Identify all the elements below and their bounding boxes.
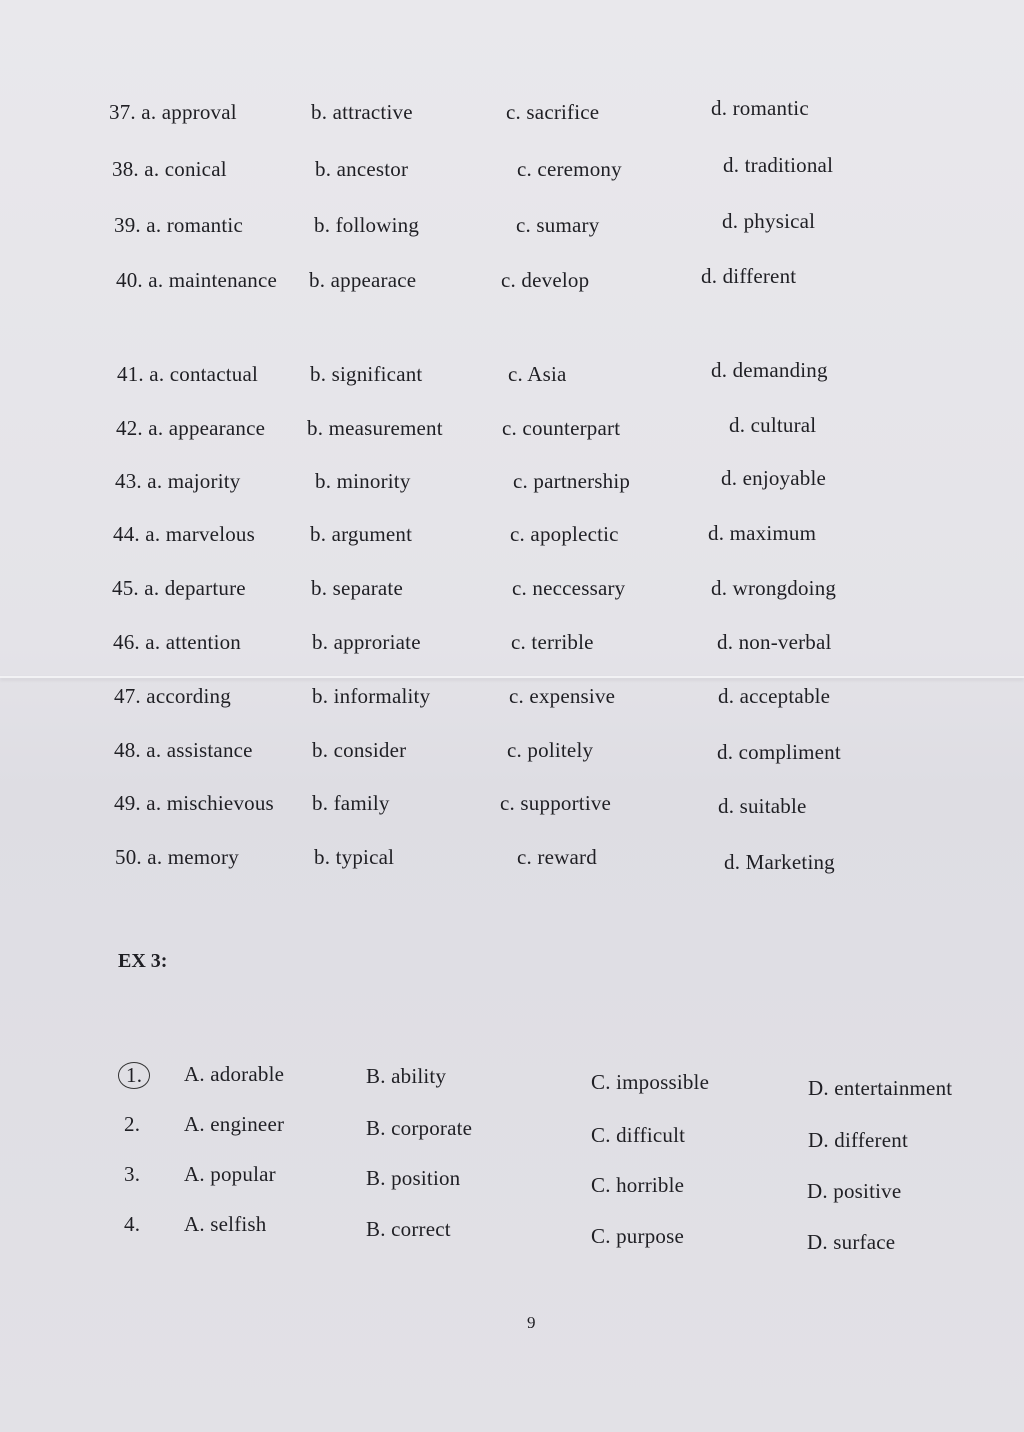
option-b: b. following — [314, 213, 420, 237]
option-d: d. Marketing — [724, 850, 835, 874]
item-number: 3. — [124, 1162, 141, 1186]
option-b: B. position — [366, 1166, 461, 1190]
option-a: 42. a. appearance — [116, 416, 266, 440]
option-d: D. entertainment — [808, 1076, 953, 1100]
option-a: 40. a. maintenance — [116, 268, 278, 292]
option-b: b. significant — [310, 362, 423, 386]
option-d: d. demanding — [711, 358, 828, 382]
option-b: b. approriate — [312, 630, 421, 654]
question-row — [0, 576, 1024, 606]
option-a: 37. a. approval — [109, 100, 237, 124]
option-c: c. sumary — [516, 213, 600, 237]
option-d: D. different — [808, 1128, 908, 1152]
question-row — [0, 738, 1024, 768]
option-a: A. adorable — [184, 1062, 285, 1086]
option-c: c. ceremony — [517, 157, 622, 181]
option-d: D. positive — [807, 1179, 902, 1203]
page-number: 9 — [527, 1313, 536, 1332]
option-a: 38. a. conical — [112, 157, 227, 181]
option-b: b. appearace — [309, 268, 417, 292]
item-number: 2. — [124, 1112, 141, 1136]
paper-fold — [0, 676, 1024, 678]
option-b: b. measurement — [307, 416, 443, 440]
option-b: b. minority — [315, 469, 411, 493]
section-title: EX 3: — [118, 950, 168, 972]
option-d: d. physical — [722, 209, 816, 233]
option-d: d. compliment — [717, 740, 841, 764]
option-d: d. cultural — [729, 413, 817, 437]
option-b: B. correct — [366, 1217, 451, 1241]
question-row — [0, 413, 1024, 446]
option-d: d. traditional — [723, 153, 834, 177]
option-a: 48. a. assistance — [114, 738, 253, 762]
option-c: c. develop — [501, 268, 590, 292]
option-c: c. reward — [517, 845, 597, 869]
option-b: b. consider — [312, 738, 407, 762]
option-c: c. counterpart — [502, 416, 621, 440]
question-row — [0, 209, 1024, 243]
item-number: 4. — [124, 1212, 141, 1236]
option-c: C. impossible — [591, 1070, 710, 1094]
question-row — [0, 845, 1024, 875]
option-d: d. suitable — [718, 794, 807, 818]
ex3-item — [0, 1162, 1024, 1203]
ex3-item — [0, 1112, 1024, 1152]
option-a: A. selfish — [184, 1212, 267, 1236]
option-a: 49. a. mischievous — [114, 791, 274, 815]
option-c: c. apoplectic — [510, 522, 619, 546]
question-row — [0, 96, 1024, 130]
option-b: b. informality — [312, 684, 431, 708]
option-a: A. popular — [184, 1162, 276, 1186]
question-row — [0, 630, 1024, 660]
option-b: b. ancestor — [315, 157, 409, 181]
option-c: c. neccessary — [512, 576, 626, 600]
option-a: 39. a. romantic — [114, 213, 243, 237]
option-b: b. typical — [314, 845, 395, 869]
option-d: d. maximum — [708, 521, 817, 545]
option-c: c. Asia — [508, 362, 567, 386]
question-row — [0, 153, 1024, 187]
option-c: c. politely — [507, 738, 594, 762]
option-b: B. corporate — [366, 1116, 473, 1140]
option-b: b. family — [312, 791, 390, 815]
option-b: B. ability — [366, 1064, 447, 1088]
option-c: C. difficult — [591, 1123, 686, 1147]
option-d: d. non-verbal — [717, 630, 832, 654]
option-a: 43. a. majority — [115, 469, 241, 493]
option-d: D. surface — [807, 1230, 896, 1254]
option-c: c. expensive — [509, 684, 616, 708]
option-c: C. purpose — [591, 1224, 684, 1248]
option-c: c. supportive — [500, 791, 612, 815]
option-b: b. attractive — [311, 100, 413, 124]
circled-number: 1. — [118, 1062, 150, 1089]
item-number — [124, 1062, 150, 1089]
option-a: A. engineer — [184, 1112, 285, 1136]
option-c: c. terrible — [511, 630, 594, 654]
question-row — [0, 358, 1024, 392]
option-a: 44. a. marvelous — [113, 522, 255, 546]
option-a: 50. a. memory — [115, 845, 239, 869]
question-row — [0, 522, 1024, 552]
option-d: d. wrongdoing — [711, 576, 837, 600]
option-a: 41. a. contactual — [117, 362, 259, 386]
option-a: 46. a. attention — [113, 630, 242, 654]
question-row — [0, 684, 1024, 714]
option-d: d. acceptable — [718, 684, 831, 708]
option-d: d. different — [701, 264, 797, 288]
option-b: b. separate — [311, 576, 403, 600]
option-d: d. romantic — [711, 96, 809, 120]
ex3-item — [0, 1062, 1024, 1100]
option-b: b. argument — [310, 522, 413, 546]
ex3-item — [0, 1212, 1024, 1254]
option-c: c. sacrifice — [506, 100, 600, 124]
option-c: c. partnership — [513, 469, 631, 493]
option-c: C. horrible — [591, 1173, 685, 1197]
question-row — [0, 264, 1024, 298]
question-row — [0, 791, 1024, 821]
option-d: d. enjoyable — [721, 466, 827, 490]
option-a: 47. according — [114, 684, 231, 708]
option-a: 45. a. departure — [112, 576, 246, 600]
question-row — [0, 466, 1024, 499]
